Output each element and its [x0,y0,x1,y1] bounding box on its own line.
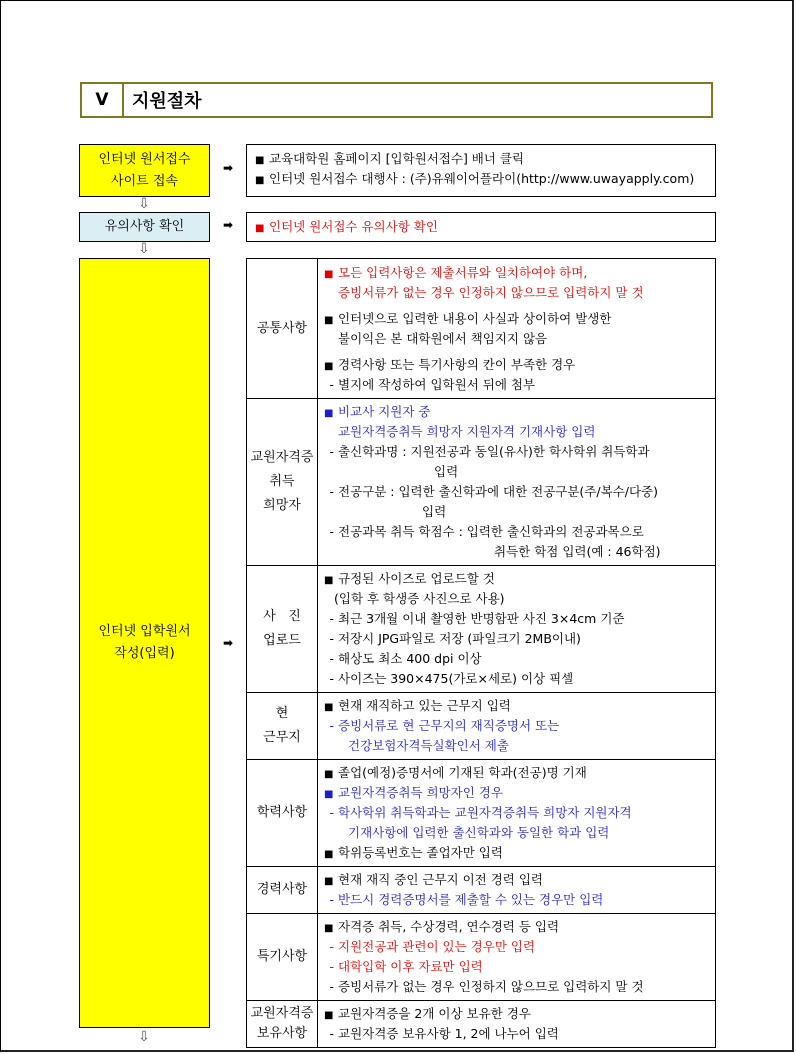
bullet-icon: ■ [324,702,334,713]
step-application-input [79,258,210,1028]
content-text: 취득한 학점 입력(예 : 46학점) [494,544,661,559]
content-text: 교원자격증취득 희망자 지원자격 기재사항 입력 [338,424,596,439]
content-text: 경력사항 또는 특기사항의 칸이 부족한 경우 [338,356,576,372]
category-label: 공통사항 [256,320,308,336]
table-row [247,693,716,760]
content-text: 입력 [422,504,447,519]
category-license-hope [247,399,318,566]
step-label: 작성(입력) [114,646,175,661]
category-education [247,760,318,867]
bullet-icon: ■ [324,1010,334,1021]
dash-marker: - [329,524,334,539]
content-text: 전공과목 취득 학점수 : 입력한 출신학과의 전공과목으로 [338,524,644,539]
table-row [247,914,716,1001]
right-arrow-icon: ➡ [222,636,234,650]
dash-marker: - [329,959,334,974]
content-text: 별지에 작성하여 입학원서 뒤에 첨부 [338,376,536,392]
right-arrow-icon: ➡ [222,161,234,175]
category-career [247,867,318,914]
table-row [247,760,716,867]
bullet-icon: ■ [324,769,334,780]
content-text: 학사학위 취득학과는 교원자격증취득 희망자 지원자격 [338,805,632,820]
category-label: 학력사항 [256,805,308,820]
content-text: 교원자격증 보유사항 1, 2에 나누어 입력 [338,1026,559,1041]
content-text: 입력 [434,464,459,479]
dash-marker: - [329,376,334,392]
dash-marker: - [329,939,334,954]
content-special [318,914,716,1001]
content-career [318,867,716,914]
bullet-icon: ■ [324,268,334,280]
content-text: 전공구분 : 입력한 출신학과에 대한 전공구분(주/복수/다중) [338,484,658,499]
content-text: 현재 재직하고 있는 근무지 입력 [338,698,511,713]
content-text: 비교사 지원자 중 [338,404,431,419]
content-common [318,259,716,399]
content-text: 반드시 경력증명서를 제출할 수 있는 경우만 입력 [338,892,604,907]
step-label: 유의사항 확인 [104,219,185,234]
dash-marker: - [329,805,334,820]
bullet-icon: ■ [255,175,265,186]
content-text: 기재사항에 입력한 출신학과와 동일한 학과 입력 [348,825,610,840]
category-label: 사 진 [263,609,301,624]
dash-marker: - [329,651,334,666]
content-text: 최근 3개월 이내 촬영한 반명함판 사진 3×4cm 기준 [338,611,625,626]
content-text: 출신학과명 : 지원전공과 동일(유사)한 학사학위 취득학과 [338,444,650,459]
table-row [247,259,716,399]
bullet-icon: ■ [324,789,334,800]
section-header [80,82,713,118]
content-text: 자격증 취득, 수상경력, 연수경력 등 입력 [338,919,560,934]
table-row [247,566,716,693]
dash-marker: - [329,671,334,686]
down-arrow-icon: ⇩ [138,241,150,257]
step-site-access-info [246,144,716,197]
content-text: 현재 재직 중인 근무지 이전 경력 입력 [338,872,543,887]
category-photo [247,566,318,693]
content-text: 저장시 JPG파일로 저장 (파일크기 2MB이내) [338,631,581,646]
category-common [247,259,318,399]
info-text: 인터넷 원서접수 대행사 : (주)유웨이어플라이(http://www.uwayapply.com) [269,171,695,186]
content-text: 해상도 최소 400 dpi 이상 [338,651,482,666]
content-text: 규정된 사이즈로 업로드할 것 [338,571,495,586]
content-license-hold [318,1001,716,1048]
input-details-table [246,258,716,1048]
category-label: 희망자 [263,498,301,513]
table-row [247,399,716,566]
category-label: 취득 [269,474,295,489]
content-text: 건강보험자격득실확인서 제출 [348,738,509,753]
content-workplace [318,693,716,760]
section-number: Ⅴ [82,84,124,116]
bullet-icon: ■ [255,223,265,234]
content-text: 대학입학 이후 자료만 입력 [338,959,483,974]
step-label: 인터넷 원서접수 [98,151,191,167]
bullet-icon: ■ [324,575,334,586]
category-special [247,914,318,1001]
category-label: 근무지 [263,730,301,745]
content-text: 불이익은 본 대학원에서 책임지지 않음 [338,330,548,346]
dash-marker: - [329,979,334,994]
category-label: 보유사항 [256,1026,308,1041]
content-text: 모든 입력사항은 제출서류와 일치하여야 하며, [338,264,588,280]
dash-marker: - [329,1026,334,1041]
bullet-icon: ■ [324,923,334,934]
dash-marker: - [329,611,334,626]
category-label: 교원자격증 [250,450,314,465]
dash-marker: - [329,484,334,499]
content-text: 교원자격증취득 희망자인 경우 [338,785,503,800]
dash-marker: - [329,444,334,459]
category-label: 경력사항 [256,882,308,897]
right-arrow-icon: ➡ [222,218,234,232]
bullet-icon: ■ [324,360,334,372]
section-title: 지원절차 [132,91,202,112]
dash-marker: - [329,892,334,907]
info-text: 인터넷 원서접수 유의사항 확인 [269,219,438,234]
bullet-icon: ■ [255,155,265,166]
category-label: 교원자격증 [250,1006,314,1021]
content-photo [318,566,716,693]
step-label: 인터넷 입학원서 [98,624,191,639]
content-text: 증빙서류로 현 근무지의 재직증명서 또는 [338,718,560,733]
content-text: 지원전공과 관련이 있는 경우만 입력 [338,939,536,954]
step-label: 사이트 접속 [111,173,178,189]
dash-marker: - [329,718,334,733]
down-arrow-icon: ⇩ [138,1029,150,1045]
content-text: 교원자격증을 2개 이상 보유한 경우 [338,1006,531,1021]
bullet-icon: ■ [324,876,334,887]
step-caution-info [246,212,716,242]
step-site-access [79,144,210,197]
category-label: 특기사항 [256,949,308,964]
category-workplace [247,693,318,760]
content-license-hope [318,399,716,566]
content-education [318,760,716,867]
bullet-icon: ■ [324,314,334,326]
content-text: 사이즈는 390×475(가로×세로) 이상 픽셀 [338,671,574,686]
content-text: 증빙서류가 없는 경우 인정하지 않으므로 입력하지 말 것 [338,979,644,994]
table-row [247,867,716,914]
bullet-icon: ■ [324,849,334,860]
category-label: 현 [275,706,289,721]
content-text: 인터넷으로 입력한 내용이 사실과 상이하여 발생한 [338,310,612,326]
content-text: (입학 후 학생증 사진으로 사용) [334,591,505,606]
category-label: 업로드 [263,633,301,648]
table-row [247,1001,716,1048]
dash-marker: - [329,631,334,646]
step-caution-check [79,212,210,242]
content-text: 학위등록번호는 졸업자만 입력 [338,845,503,860]
bullet-icon: ■ [324,408,334,419]
category-license-hold [247,1001,318,1048]
content-text: 증빙서류가 없는 경우 인정하지 않으므로 입력하지 말 것 [338,284,644,300]
content-text: 졸업(예정)증명서에 기재된 학과(전공)명 기재 [338,765,587,780]
down-arrow-icon: ⇩ [138,196,150,212]
info-text: 교육대학원 홈페이지 [입학원서접수] 배너 클릭 [269,151,525,166]
